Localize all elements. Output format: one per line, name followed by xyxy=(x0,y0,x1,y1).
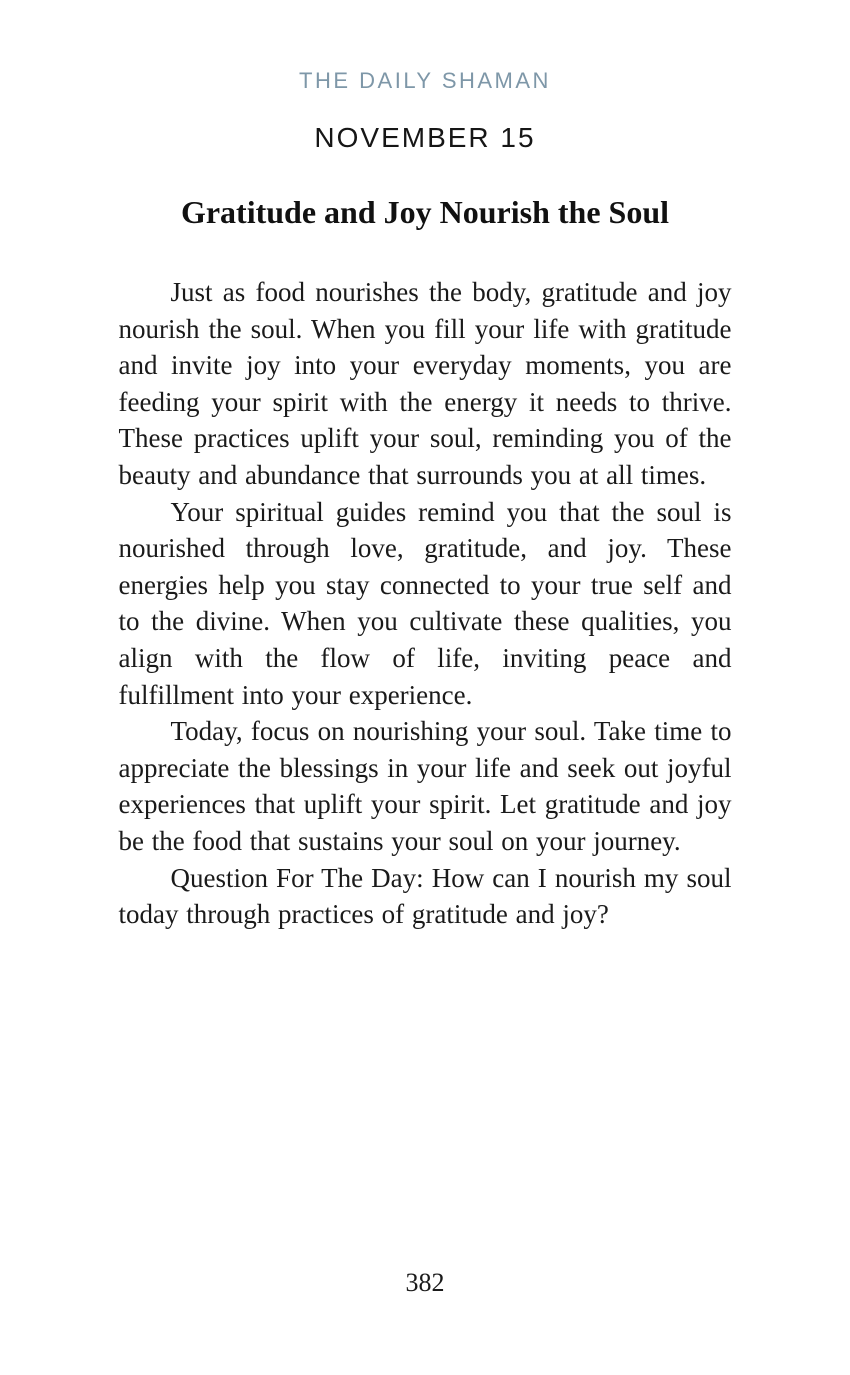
entry-body xyxy=(119,274,732,933)
entry-title: Gratitude and Joy Nourish the Soul xyxy=(180,194,670,230)
date-heading: NOVEMBER 15 xyxy=(314,122,536,153)
body-paragraph: Just as food nourishes the body, gratitude and joy nourish the soul. When you fill your life with gratitude and invite joy into your everyday moments, you are feeding your spirit with the energy it needs to thrive. These practices uplift your soul, reminding you of the beauty and abundance that surrounds you at all times. xyxy=(118,277,732,490)
body-paragraph: Today, focus on nourishing your soul. Take time to appreciate the blessings in your life and seek out joyful experiences that uplift your spirit. Let gratitude and joy be the food that sustains your soul on your journey. xyxy=(118,716,732,856)
page-number: 382 xyxy=(405,1268,445,1297)
body-paragraph: Question For The Day: How can I nourish my soul today through practices of gratitude and joy? xyxy=(118,862,732,930)
book-title-running-header: THE DAILY SHAMAN xyxy=(299,68,551,93)
body-paragraph: Your spiritual guides remind you that the soul is nourished through love, gratitude, and joy. These energies help you stay connected to your true self and to the divine. When you cultivate these qualities, you align with the flow of life, inviting peace and fulfillment into your experience. xyxy=(118,496,732,710)
